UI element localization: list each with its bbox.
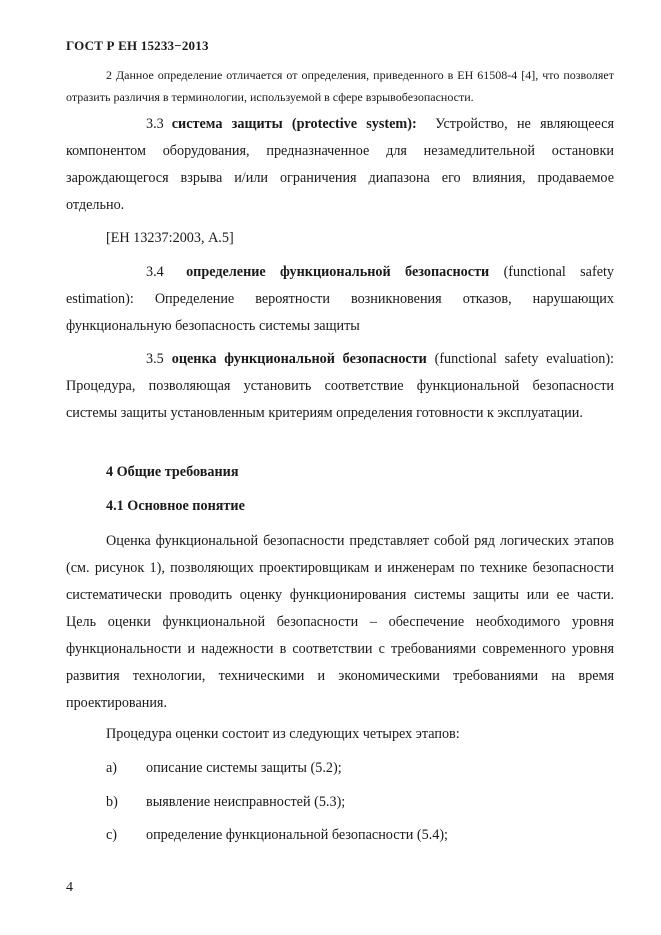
list-item-text: описание системы защиты (5.2); [146, 760, 342, 776]
english-term: (functional safety evaluation): [434, 351, 614, 367]
list-item [106, 827, 448, 844]
definition-text: Устройство, не являющееся компонентом оборудования, предназначенное для незамедлительной остановки зарождающегося взрыва и/или ограничения диапазона его влияния, продаваемое отдельно. [66, 116, 615, 213]
reference-en-13237: [ЕН 13237:2003, А.5] [106, 230, 234, 246]
note-text: 2 Данное определение отличается от определения, приведенного в ЕН 61508-4 [4], что позволяет отразить различия в терминологии, используемой в сфере взрывобезопасности. [66, 68, 614, 104]
section-3-3 [66, 111, 614, 219]
term-safety-estimation: определение функциональной безопасности [186, 264, 490, 280]
section-3-3-paragraph [66, 111, 614, 219]
definition-text: Процедура, позволяющая установить соответствие функциональной безопасности системы защиты установленным критериям определения готовности к эксплуатации. [66, 378, 614, 421]
page-number: 4 [66, 880, 73, 895]
definition-note [66, 64, 614, 108]
section-number: 3.5 [146, 351, 164, 367]
section-3-5-paragraph [66, 346, 614, 427]
list-item [106, 794, 345, 811]
section-3-5 [66, 346, 614, 427]
section-4-1-heading: 4.1 Основное понятие [106, 498, 245, 514]
list-item [106, 760, 342, 777]
section-4-1-paragraph: Оценка функциональной безопасности представляет собой ряд логических этапов (см. рисунок 1), позволяющих проектировщикам и инженерам по технике безопасности систематически проводить оценку функционирования системы защиты или ее части. Цель оценки функциональной безопасности – обеспечение необходимого уровня функциональности и надежности в соответствии с требованиями современного уровня развития технологии, техническими и экономическими требованиями на время проектирования. [66, 533, 614, 711]
section-3-4 [66, 259, 614, 340]
term-safety-evaluation: оценка функциональной безопасности [171, 351, 427, 367]
section-3-4-paragraph [66, 259, 614, 340]
section-number: 3.3 [146, 116, 164, 132]
list-item-text: выявление неисправностей (5.3); [146, 794, 346, 810]
section-4-heading: 4 Общие требования [106, 464, 239, 480]
definition-text: Определение вероятности возникновения отказов, нарушающих функциональную безопасность системы защиты [66, 291, 614, 334]
list-marker: a) [106, 760, 118, 776]
section-number: 3.4 [146, 264, 164, 280]
section-4-1-body [66, 528, 614, 717]
procedure-intro: Процедура оценки состоит из следующих четырех этапов: [106, 726, 460, 742]
english-term: (functional safety estimation): [66, 264, 615, 307]
term-protective-system: система защиты (protective system): [171, 116, 417, 132]
list-marker: c) [106, 827, 118, 843]
list-item-text: определение функциональной безопасности (5.4); [146, 827, 449, 843]
list-marker: b) [106, 794, 118, 810]
standard-header: ГОСТ Р ЕН 15233−2013 [66, 38, 209, 53]
